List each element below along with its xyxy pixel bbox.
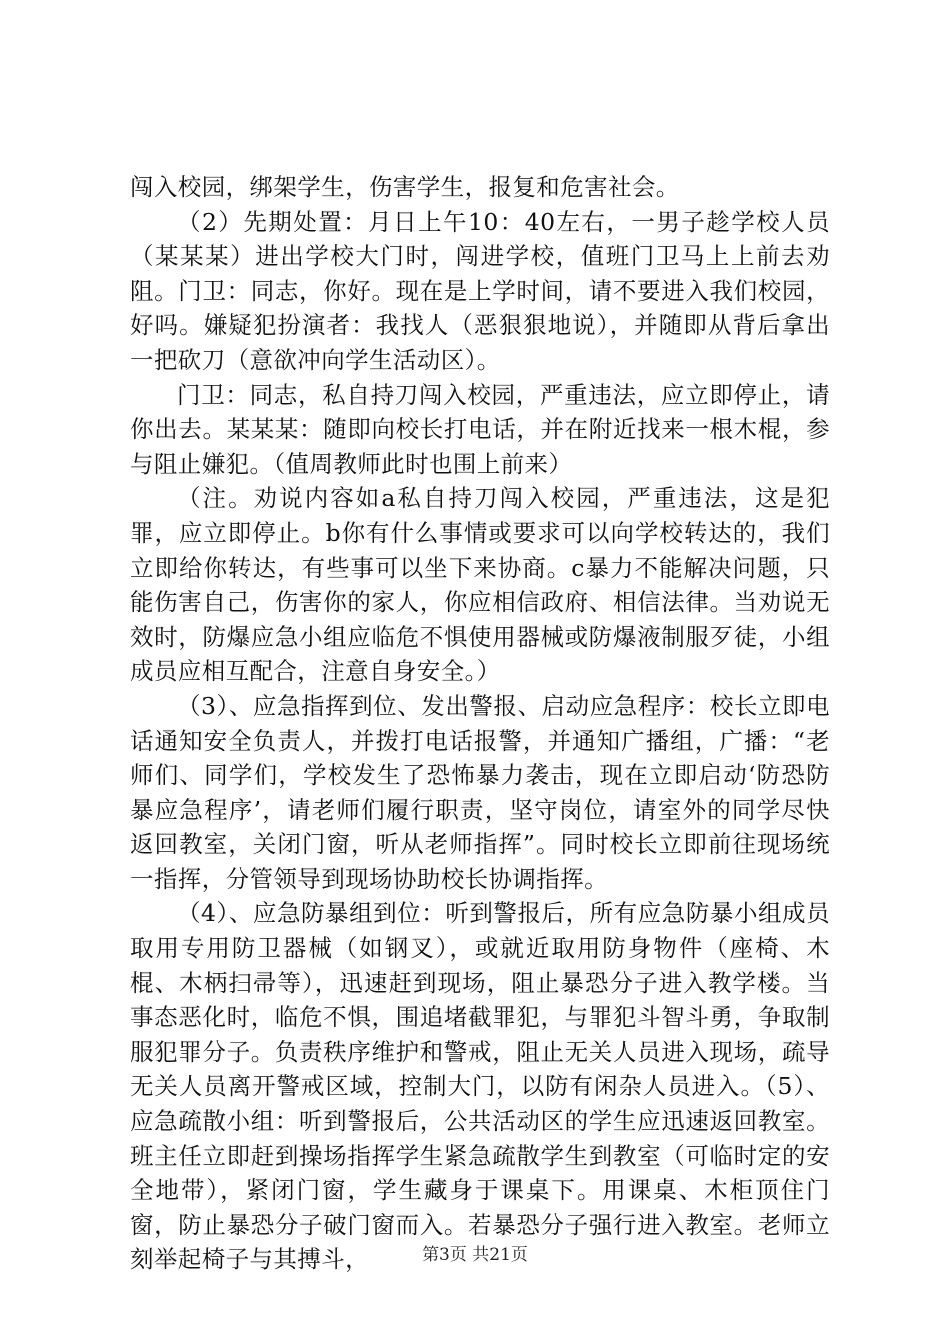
paragraph-5: （3）、应急指挥到位、发出警报、启动应急程序：校长立即电话通知安全负责人，并拨打电话报警，并通知广播组，广播：“老师们、同学们，学校发生了恐怖暴力袭击，现在立即启动‘防恐防暴应急程序’，请老师们履行职责，坚守岗位，请室外的同学尽快返回教室，关闭门窗，听从老师指挥”。同时校长立即前往现场统一指挥，分管领导到现场协助校长协调指挥。 (130, 691, 830, 893)
paragraph-2: （2）先期处置：月日上午10：40左右，一男子趁学校人员（某某某）进出学校大门时，闯进学校，值班门卫马上上前去劝阻。门卫：同志，你好。现在是上学时间，请不要进入我们校园，好吗。嫌疑犯扮演者：我找人（恶狠狠地说），并随即从背后拿出一把砍刀（意欲冲向学生活动区）。 (130, 207, 830, 374)
paragraph-3: 门卫：同志，私自持刀闯入校园，严重违法，应立即停止，请你出去。某某某：随即向校长打电话，并在附近找来一根木棍，参与阻止嫌犯。（值周教师此时也围上前来） (130, 380, 830, 478)
document-body (130, 170, 830, 1277)
paragraph-1: 闯入校园，绑架学生，伤害学生，报复和危害社会。 (130, 173, 680, 201)
page-number-footer: 第3页 共21页 (422, 1245, 528, 1265)
paragraph-4: （注。劝说内容如a私自持刀闯入校园，严重违法，这是犯罪，应立即停止。b你有什么事情或要求可以向学校转达的，我们立即给你转达，有些事可以坐下来协商。c暴力不能解决问题，只能伤害自己，伤害你的家人，你应相信政府、相信法律。当劝说无效时，防爆应急小组应临危不惧使用器械或防爆液制服歹徒，小组成员应相互配合，注意自身安全。） (130, 484, 830, 686)
paragraph-6: （4）、应急防暴组到位：听到警报后，所有应急防暴小组成员取用专用防卫器械（如钢叉），或就近取用防身物件（座椅、木棍、木柄扫帚等），迅速赶到现场，阻止暴恐分子进入教学楼。当事态恶化时，临危不惧，围追堵截罪犯，与罪犯斗智斗勇，争取制服犯罪分子。负责秩序维护和警戒，阻止无关人员进入现场，疏导无关人员离开警戒区域，控制大门，以防有闲杂人员进入。（5）、应急疏散小组：听到警报后，公共活动区的学生应迅速返回教室。班主任立即赶到操场指挥学生紧急疏散学生到教室（可临时定的安全地带），紧闭门窗，学生藏身于课桌下。用课桌、木柜顶住门窗，防止暴恐分子破门窗而入。若暴恐分子强行进入教室。老师立刻举起椅子与其搏斗， (130, 899, 830, 1274)
